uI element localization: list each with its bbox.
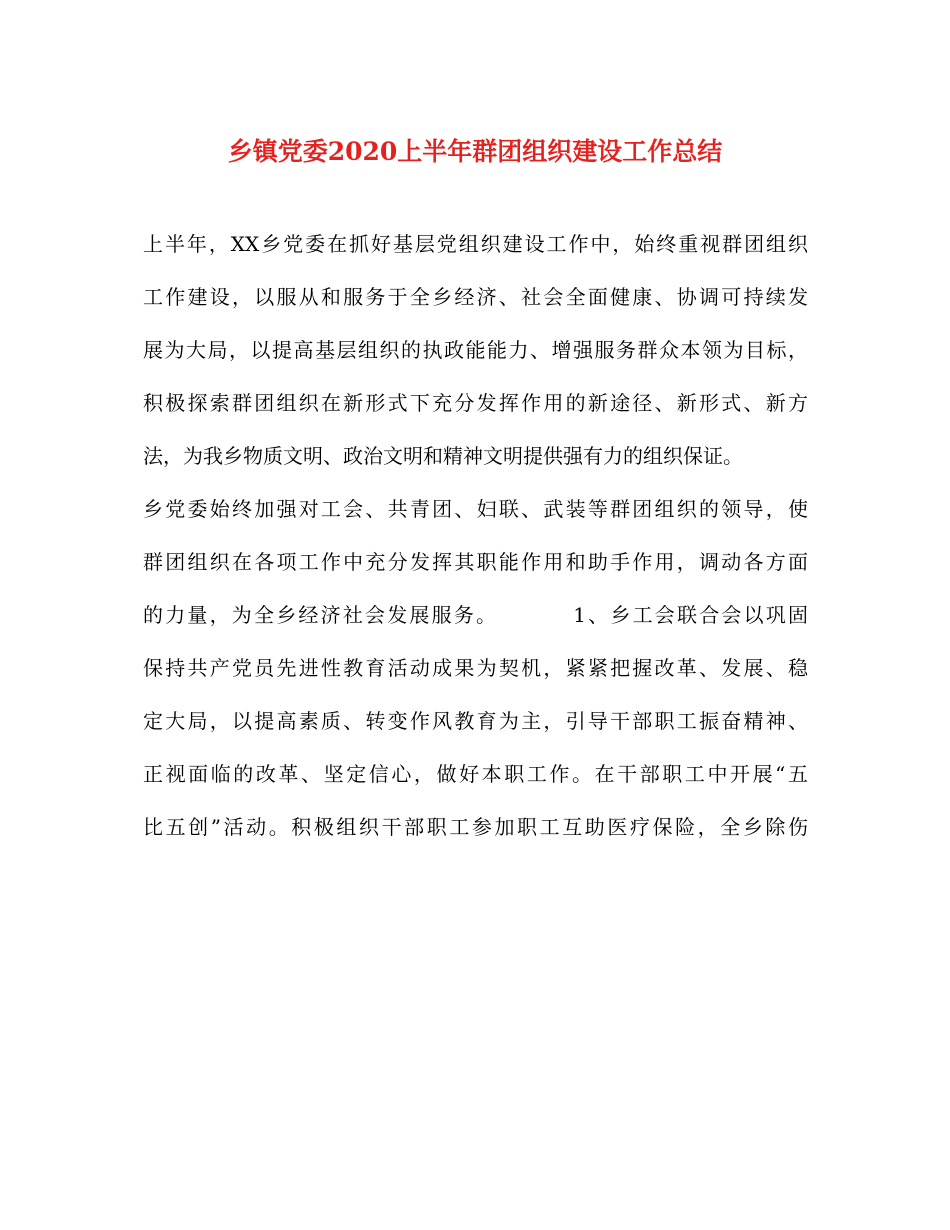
body-line-part-a: 的力量，为全乡经济社会发展服务。: [143, 603, 499, 627]
document-title: 乡镇党委2020上半年群团组织建设工作总结: [227, 137, 723, 166]
body-line: 积极探索群团组织在新形式下充分发挥作用的新途径、新形式、新方: [143, 391, 808, 415]
body-line: 定大局，以提高素质、转变作风教育为主，引导干部职工振奋精神、: [143, 709, 808, 733]
body-line: 群团组织在各项工作中充分发挥其职能作用和助手作用，调动各方面: [143, 550, 808, 574]
body-line: 比五创”活动。积极组织干部职工参加职工互助医疗保险，全乡除伤: [143, 815, 808, 839]
body-line: 工作建设，以服从和服务于全乡经济、社会全面健康、协调可持续发: [143, 285, 808, 309]
body-line-split: [143, 589, 808, 642]
body-line-part-b: 1、乡工会联合会以巩固: [573, 603, 808, 627]
body-line: 展为大局，以提高基层组织的执政能能力、增强服务群众本领为目标，: [143, 338, 808, 362]
body-line: 正视面临的改革、坚定信心，做好本职工作。在干部职工中开展“五: [143, 762, 808, 786]
body-line: 上半年，XX乡党委在抓好基层党组织建设工作中，始终重视群团组织: [143, 232, 808, 256]
body-line: 保持共产党员先进性教育活动成果为契机，紧紧把握改革、发展、稳: [143, 656, 808, 680]
document-body: [143, 218, 808, 854]
body-line: 法，为我乡物质文明、政治文明和精神文明提供强有力的组织保证。: [143, 444, 743, 468]
body-line: 乡党委始终加强对工会、共青团、妇联、武装等群团组织的领导，使: [143, 497, 808, 521]
